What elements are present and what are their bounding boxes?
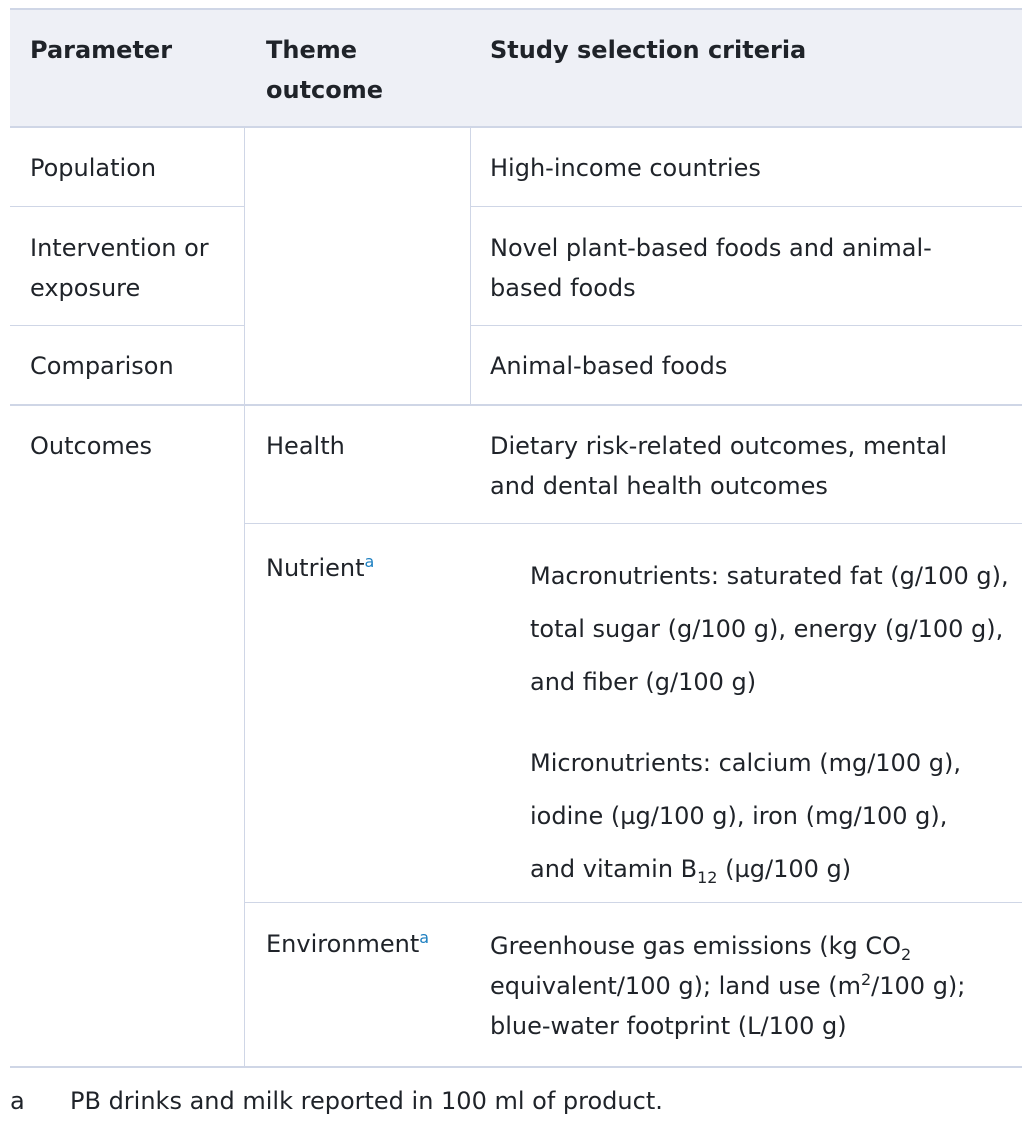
cell-intervention-criteria: Novel plant-based foods and animal-based foods (490, 234, 932, 302)
env-line-1-text: Greenhouse gas emissions (kg CO (490, 932, 902, 960)
row-divider (244, 523, 1022, 524)
env-m2-superscript: 2 (860, 970, 872, 989)
cell-population-criteria: High-income countries (490, 154, 761, 182)
cell-environment (266, 924, 429, 964)
cell-health: Health (266, 432, 345, 460)
environment-footnote-mark: a (419, 928, 430, 947)
header-bottom-rule (10, 126, 1022, 128)
env-co2-subscript: 2 (901, 944, 912, 964)
micro-subscript: 12 (697, 867, 718, 887)
env-line-1 (490, 926, 1020, 966)
row-divider (10, 404, 1022, 406)
cell-nutrient-macro: Macronutrients: saturated fat (g/100 g), total sugar (g/100 g), energy (g/100 g), and fiber (g/100 g) (530, 562, 1009, 696)
env-line-2 (490, 966, 1020, 1006)
environment-label: Environment (266, 930, 420, 958)
cell-comparison: Comparison (30, 352, 174, 380)
cell-environment-criteria (490, 926, 1020, 1046)
micro-text-2: (µg/100 g) (717, 855, 852, 883)
cell-comparison-criteria: Animal-based foods (490, 352, 728, 380)
cell-outcomes: Outcomes (30, 432, 153, 460)
row-divider (10, 325, 244, 326)
header-criteria: Study selection criteria (490, 36, 807, 64)
env-line-2-text: equivalent/100 g); land use (m (490, 972, 861, 1000)
column-divider (470, 128, 471, 405)
cell-nutrient-micro (530, 737, 990, 896)
nutrient-footnote-mark: a (364, 552, 375, 571)
micro-text-1: Micronutrients: calcium (mg/100 g), iodine (µg/100 g), iron (mg/100 g), and vitamin B (530, 749, 961, 883)
cell-nutrient (266, 548, 374, 588)
column-divider (244, 128, 245, 405)
column-divider (244, 406, 245, 1066)
env-line-2-text-b: /100 g); (871, 972, 966, 1000)
cell-health-criteria: Dietary risk-related outcomes, mental and dental health outcomes (490, 432, 948, 500)
nutrient-label: Nutrient (266, 554, 365, 582)
row-divider (470, 325, 1022, 326)
header-theme-outcome: Theme outcome (266, 36, 384, 104)
footnote-mark: a (10, 1087, 25, 1115)
header-parameter: Parameter (30, 36, 173, 64)
table-top-rule (10, 8, 1022, 10)
row-divider (244, 902, 1022, 903)
cell-population: Population (30, 154, 157, 182)
table-bottom-rule (10, 1066, 1022, 1068)
row-divider (10, 206, 244, 207)
env-line-3: blue-water footprint (L/100 g) (490, 1012, 847, 1040)
row-divider (470, 206, 1022, 207)
cell-intervention: Intervention or exposure (30, 234, 209, 302)
footnote-text: PB drinks and milk reported in 100 ml of product. (70, 1087, 663, 1115)
